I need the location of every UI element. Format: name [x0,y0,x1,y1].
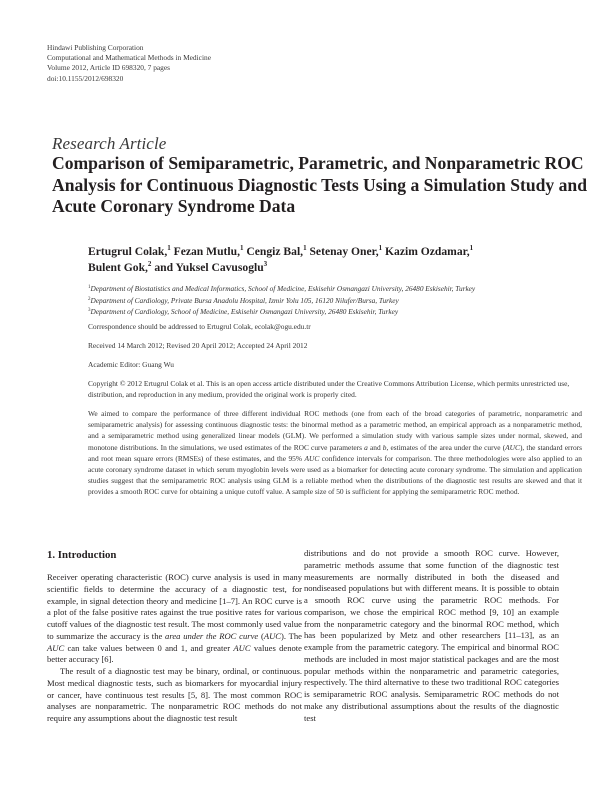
author-list [88,244,582,275]
volume-info: Volume 2012, Article ID 698320, 7 pages [47,63,171,73]
affiliation: $^2$Department of Cardiology, Private Bursa Anadolu Hospital, Izmir Yolu 105, 16120 Nilufer/Bursa, Turkey [88,295,399,305]
author: Fezan Mutlu,$^1$ [173,244,244,258]
author: Ertugrul Colak,$^1$ [88,244,171,258]
abstract: We aimed to compare the performance of three different individual ROC methods (one from each of the broad categories of parametric, nonparametric and semiparametric analysis) for assessing continuous diagnostic tests: the binormal method as a parametric method, an empirical approach as a nonparametric method, and a semiparametric method using generalized linear models (GLM). We performed a simulation study with various sample sizes under normal, skewed, and monotone distributions. In the simulations, we used estimates of the ROC curve parameters a and b, estimates of the area under the curve (AUC), the standard errors and root mean square errors (RMSEs) of these estimates, and the 95% AUC confidence intervals for comparison. The three methodologies were also applied to an acute coronary syndrome dataset in which serum myoglobin levels were used as a biomarker for detecting acute coronary syndrome. The simulation and application studies suggest that the semiparametric ROC analysis using GLM is a reliable method when the distributions of the diagnostic test results are skewed and that it provides a smooth ROC curve for obtaining a unique cutoff value. A sample size of 50 is sufficient for applying the semiparametric ROC method. [88,409,582,497]
author: Setenay Oner,$^1$ [309,244,383,258]
body-column-left [47,548,302,725]
affiliation: $^3$Department of Cardiology, School of Medicine, Eskisehir Osmangazi University, 26480 Eskisehir, Turkey [88,307,399,317]
author: and Yuksel Cavusoglu$^3$ [154,259,268,274]
paragraph: Receiver operating characteristic (ROC) curve analysis is used in many scientific fields to determine the accuracy of a diagnostic test, for example, in signal detection theory and medicine [1–7]. An ROC curve is a plot of the false positive rates against the true positive rates for various cutoff values of the diagnostic test result. The most commonly used value to summarize the accuracy is the area under the ROC curve (AUC). The AUC can take values between 0 and 1, and greater AUC values denote better accuracy [6]. [47,572,302,665]
affiliation-list [88,283,582,318]
paragraph: The result of a diagnostic test may be binary, ordinal, or continuous. Most medical diagnostic tests, such as biomarkers for myocardial injury or cancer, have continuous test results [5, 8]. The most common ROC analyses are nonparametric. The nonparametric ROC methods do not require any assumptions about the diagnostic test result [47,666,302,723]
publisher-name: Hindawi Publishing Corporation [47,43,144,52]
correspondence: Correspondence should be addressed to Ertugrul Colak, ecolak@ogu.edu.tr [88,322,311,331]
body-column-right [304,548,559,724]
paragraph: distributions and do not provide a smooth ROC curve. However, parametric methods assume that some function of the diagnostic test measurements are normally distributed in both the diseased and nondiseased populations but with different means. It is possible to obtain a smooth ROC curve using the parametric ROC methods. For comparison, we chose the empirical ROC method [9, 10] an example from the nonparametric category and the binormal ROC method, which has been popularized by Metz and other researchers [11–13], as an example from the parametric category. The empirical and binormal ROC methods are included in most major statistical packages and are the most popular methods within the nonparametric and parametric categories, respectively. The third alternative to these two traditional ROC categories is semiparametric ROC analysis. Semiparametric ROC methods do not make any distributional assumptions about the results of the diagnostic test [304,548,559,723]
section-heading-introduction: 1. Introduction [47,549,117,561]
copyright-notice: Copyright © 2012 Ertugrul Colak et al. This is an open access article distributed under the Creative Commons Attribution License, which permits unrestricted use, distribution, and reproduction in any medium, provided the original work is properly cited. [88,379,570,399]
affiliation: $^1$Department of Biostatistics and Medical Informatics, School of Medicine, Eskisehir Osmangazi University, 26480 Eskisehir, Turkey [88,284,476,293]
journal-name: Computational and Mathematical Methods in Medicine [47,53,211,63]
author: Bulent Gok,$^2$ [88,259,152,274]
author: Kazim Ozdamar,$^1$ [385,244,474,258]
paper-title: Comparison of Semiparametric, Parametric, and Nonparametric ROC Analysis for Continuous Diagnostic Tests Using a Simulation Study and Acute Coronary Syndrome Data [52,153,587,217]
doi: doi:10.1155/2012/698320 [47,73,124,83]
journal-header [47,43,211,84]
received-dates: Received 14 March 2012; Revised 20 April 2012; Accepted 24 April 2012 [88,341,308,350]
author: Cengiz Bal,$^1$ [246,244,307,258]
article-type: Research Article [52,134,167,153]
academic-editor: Academic Editor: Guang Wu [88,360,174,369]
